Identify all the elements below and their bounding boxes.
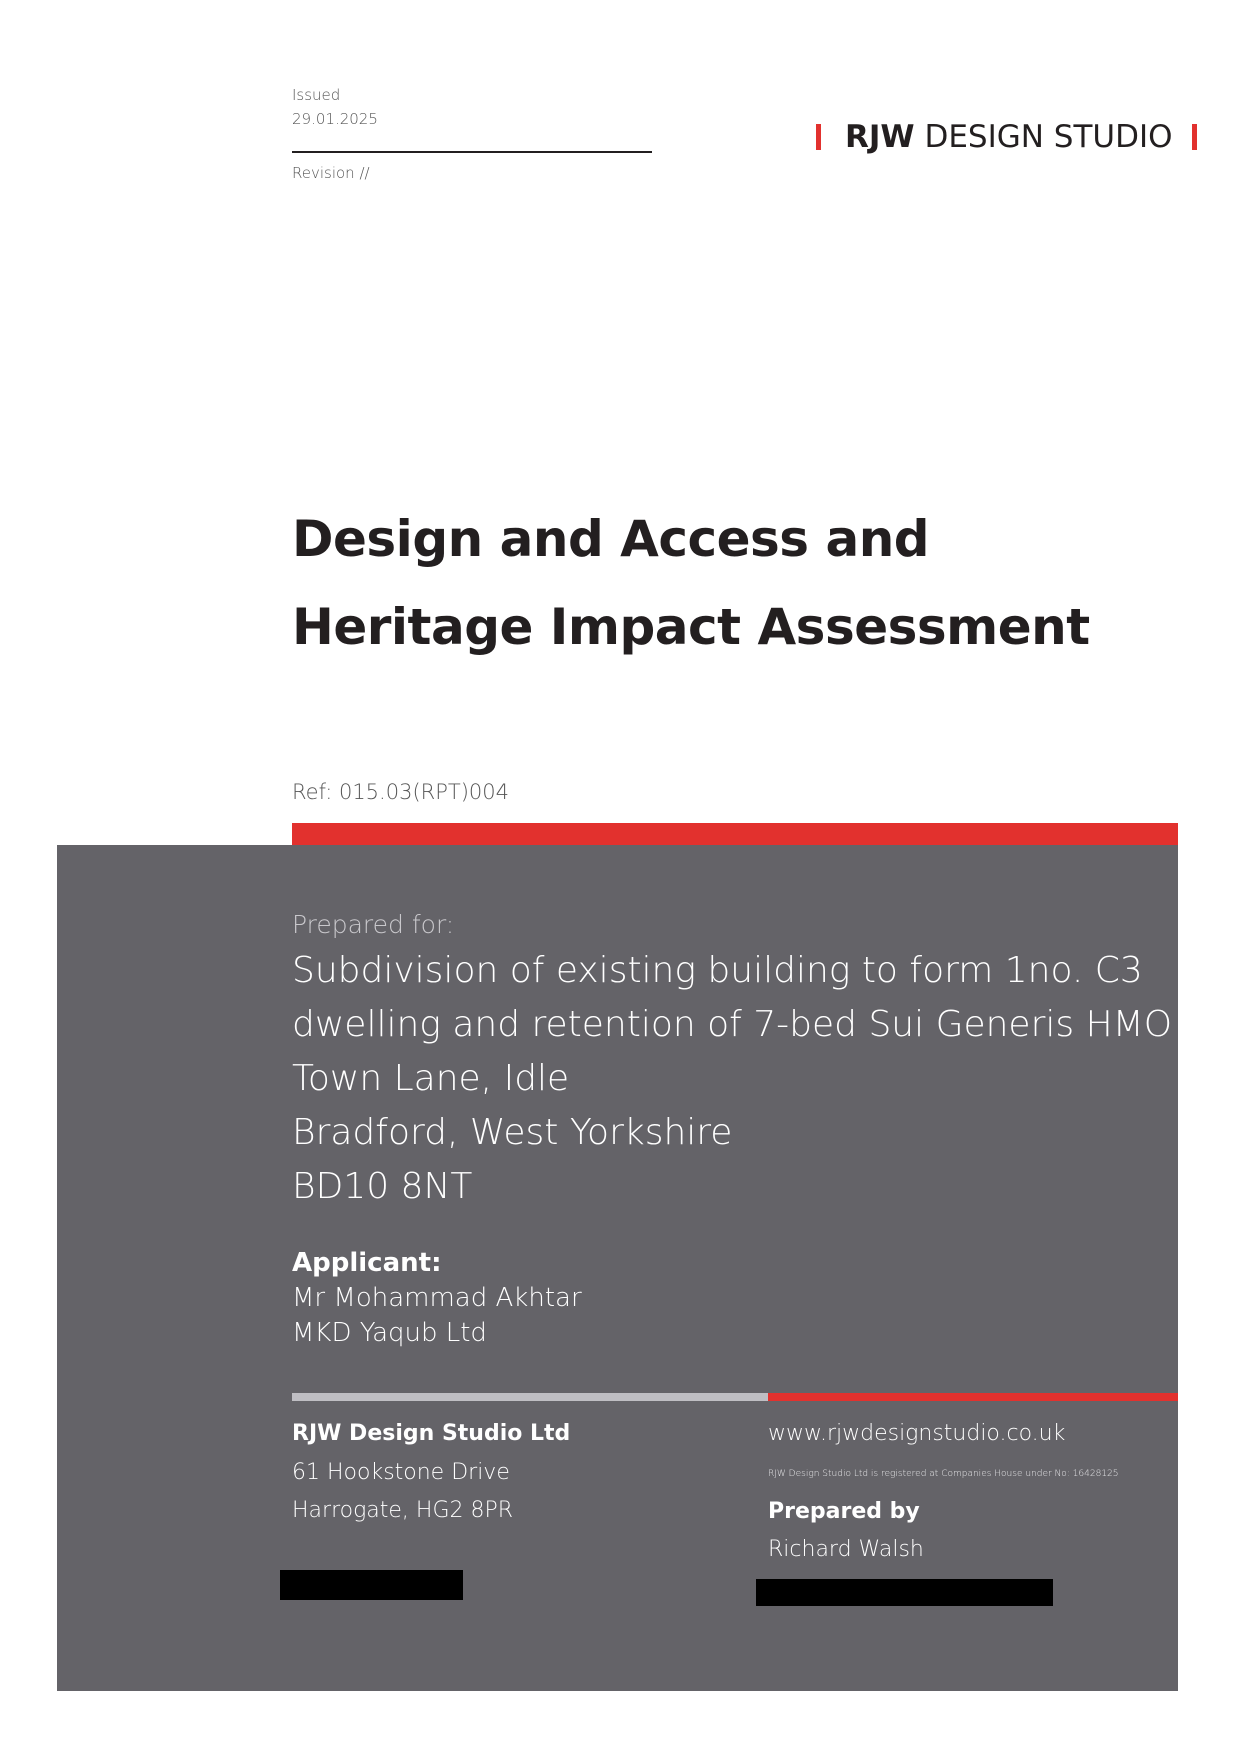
- logo-text-bold: RJW: [845, 119, 915, 155]
- project-address-line: Bradford, West Yorkshire: [292, 1112, 733, 1153]
- accent-band: [292, 823, 1178, 846]
- prepared-for-label: Prepared for:: [292, 910, 455, 939]
- website-link[interactable]: www.rjwdesignstudio.co.uk: [768, 1421, 1066, 1446]
- applicant-name: Mr Mohammad Akhtar: [292, 1283, 582, 1313]
- prepared-by-name: Richard Walsh: [768, 1537, 924, 1562]
- company-logo: [816, 117, 1197, 157]
- project-description-line: Subdivision of existing building to form 1no. C3: [292, 950, 1143, 991]
- document-title-line-1: Design and Access and: [292, 510, 930, 568]
- document-title-line-2: Heritage Impact Assessment: [292, 598, 1090, 656]
- header-divider: [292, 151, 652, 153]
- logo-text-light: DESIGN STUDIO: [924, 119, 1173, 155]
- applicant-label: Applicant:: [292, 1248, 442, 1278]
- studio-address-line-1: 61 Hookstone Drive: [292, 1460, 510, 1485]
- prepared-by-label: Prepared by: [768, 1499, 920, 1524]
- logo-right-bar: [1192, 124, 1197, 150]
- logo-text: [845, 119, 1173, 155]
- registration-note: RJW Design Studio Ltd is registered at Companies House under No: 16428125: [768, 1469, 1119, 1479]
- footer-divider-grey: [292, 1393, 768, 1401]
- redaction-block: [280, 1570, 463, 1600]
- studio-company-name: RJW Design Studio Ltd: [292, 1421, 571, 1446]
- studio-address-line-2: Harrogate, HG2 8PR: [292, 1498, 514, 1523]
- redaction-block: [756, 1579, 1053, 1606]
- project-description-line: dwelling and retention of 7-bed Sui Generis HMO: [292, 1004, 1173, 1045]
- issued-label: Issued: [292, 86, 341, 104]
- document-reference: Ref: 015.03(RPT)004: [292, 780, 509, 804]
- footer-divider-red: [768, 1393, 1178, 1401]
- revision-label: Revision //: [292, 164, 370, 182]
- applicant-company: MKD Yaqub Ltd: [292, 1318, 487, 1348]
- project-postcode: BD10 8NT: [292, 1166, 473, 1207]
- issued-date: 29.01.2025: [292, 110, 378, 128]
- logo-left-bar: [816, 124, 821, 150]
- project-address-line: Town Lane, Idle: [292, 1058, 570, 1099]
